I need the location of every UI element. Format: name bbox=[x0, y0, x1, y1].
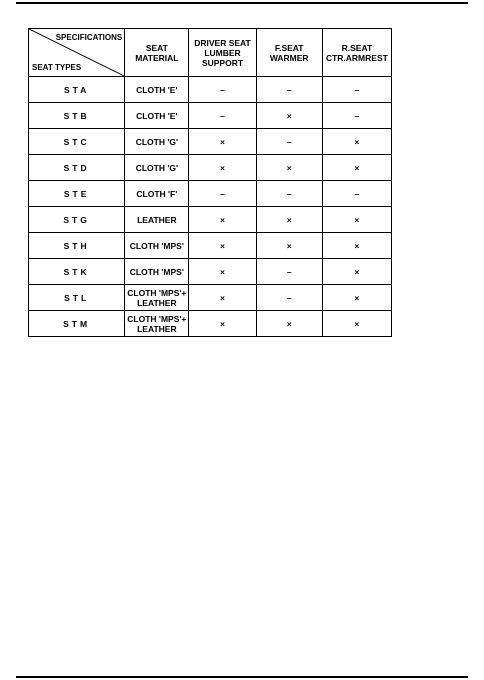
top-rule bbox=[16, 2, 468, 4]
lumber-support-cell: × bbox=[189, 259, 256, 285]
header-front-seat-warmer: F.SEAT WARMER bbox=[256, 29, 322, 77]
table-row bbox=[29, 207, 392, 233]
table-row bbox=[29, 155, 392, 181]
seat-material-cell: CLOTH 'MPS'+ LEATHER bbox=[125, 285, 189, 311]
seat-warmer-cell: – bbox=[256, 285, 322, 311]
center-armrest-cell: – bbox=[322, 77, 391, 103]
table-row bbox=[29, 103, 392, 129]
lumber-support-cell: – bbox=[189, 77, 256, 103]
seat-specifications-table bbox=[28, 28, 392, 337]
seat-types-label: SEAT TYPES bbox=[32, 63, 82, 72]
seat-type-cell: STB bbox=[29, 103, 125, 129]
seat-material-cell: LEATHER bbox=[125, 207, 189, 233]
table-row bbox=[29, 259, 392, 285]
table-row bbox=[29, 181, 392, 207]
seat-type-cell: STH bbox=[29, 233, 125, 259]
seat-warmer-cell: × bbox=[256, 207, 322, 233]
seat-warmer-cell: – bbox=[256, 129, 322, 155]
seat-material-cell: CLOTH 'G' bbox=[125, 155, 189, 181]
bottom-rule bbox=[16, 676, 468, 678]
seat-material-cell: CLOTH 'F' bbox=[125, 181, 189, 207]
lumber-support-cell: – bbox=[189, 181, 256, 207]
seat-type-cell: STE bbox=[29, 181, 125, 207]
seat-type-cell: STL bbox=[29, 285, 125, 311]
lumber-support-cell: × bbox=[189, 311, 256, 337]
lumber-support-cell: × bbox=[189, 233, 256, 259]
seat-type-cell: STA bbox=[29, 77, 125, 103]
center-armrest-cell: × bbox=[322, 259, 391, 285]
center-armrest-cell: × bbox=[322, 207, 391, 233]
seat-material-cell: CLOTH 'E' bbox=[125, 103, 189, 129]
header-driver-seat-lumber-support: DRIVER SEAT LUMBER SUPPORT bbox=[189, 29, 256, 77]
header-rear-seat-center-armrest: R.SEAT CTR.ARMREST bbox=[322, 29, 391, 77]
corner-header-cell bbox=[29, 29, 125, 77]
seat-warmer-cell: × bbox=[256, 103, 322, 129]
lumber-support-cell: × bbox=[189, 155, 256, 181]
center-armrest-cell: – bbox=[322, 181, 391, 207]
seat-warmer-cell: – bbox=[256, 181, 322, 207]
header-seat-material: SEAT MATERIAL bbox=[125, 29, 189, 77]
seat-type-cell: STK bbox=[29, 259, 125, 285]
lumber-support-cell: × bbox=[189, 129, 256, 155]
table-row bbox=[29, 129, 392, 155]
lumber-support-cell: – bbox=[189, 103, 256, 129]
specifications-label: SPECIFICATIONS bbox=[55, 33, 123, 42]
center-armrest-cell: × bbox=[322, 311, 391, 337]
center-armrest-cell: × bbox=[322, 129, 391, 155]
center-armrest-cell: × bbox=[322, 285, 391, 311]
seat-material-cell: CLOTH 'MPS'+ LEATHER bbox=[125, 311, 189, 337]
table-row bbox=[29, 311, 392, 337]
seat-warmer-cell: × bbox=[256, 311, 322, 337]
seat-material-cell: CLOTH 'MPS' bbox=[125, 233, 189, 259]
seat-warmer-cell: – bbox=[256, 77, 322, 103]
seat-warmer-cell: – bbox=[256, 259, 322, 285]
header-row bbox=[29, 29, 392, 77]
seat-material-cell: CLOTH 'MPS' bbox=[125, 259, 189, 285]
seat-material-cell: CLOTH 'G' bbox=[125, 129, 189, 155]
table-row bbox=[29, 77, 392, 103]
lumber-support-cell: × bbox=[189, 285, 256, 311]
seat-type-cell: STC bbox=[29, 129, 125, 155]
center-armrest-cell: × bbox=[322, 233, 391, 259]
seat-type-cell: STD bbox=[29, 155, 125, 181]
center-armrest-cell: × bbox=[322, 155, 391, 181]
seat-warmer-cell: × bbox=[256, 155, 322, 181]
center-armrest-cell: – bbox=[322, 103, 391, 129]
seat-type-cell: STG bbox=[29, 207, 125, 233]
table-row bbox=[29, 285, 392, 311]
lumber-support-cell: × bbox=[189, 207, 256, 233]
seat-warmer-cell: × bbox=[256, 233, 322, 259]
seat-type-cell: STM bbox=[29, 311, 125, 337]
seat-material-cell: CLOTH 'E' bbox=[125, 77, 189, 103]
table-row bbox=[29, 233, 392, 259]
